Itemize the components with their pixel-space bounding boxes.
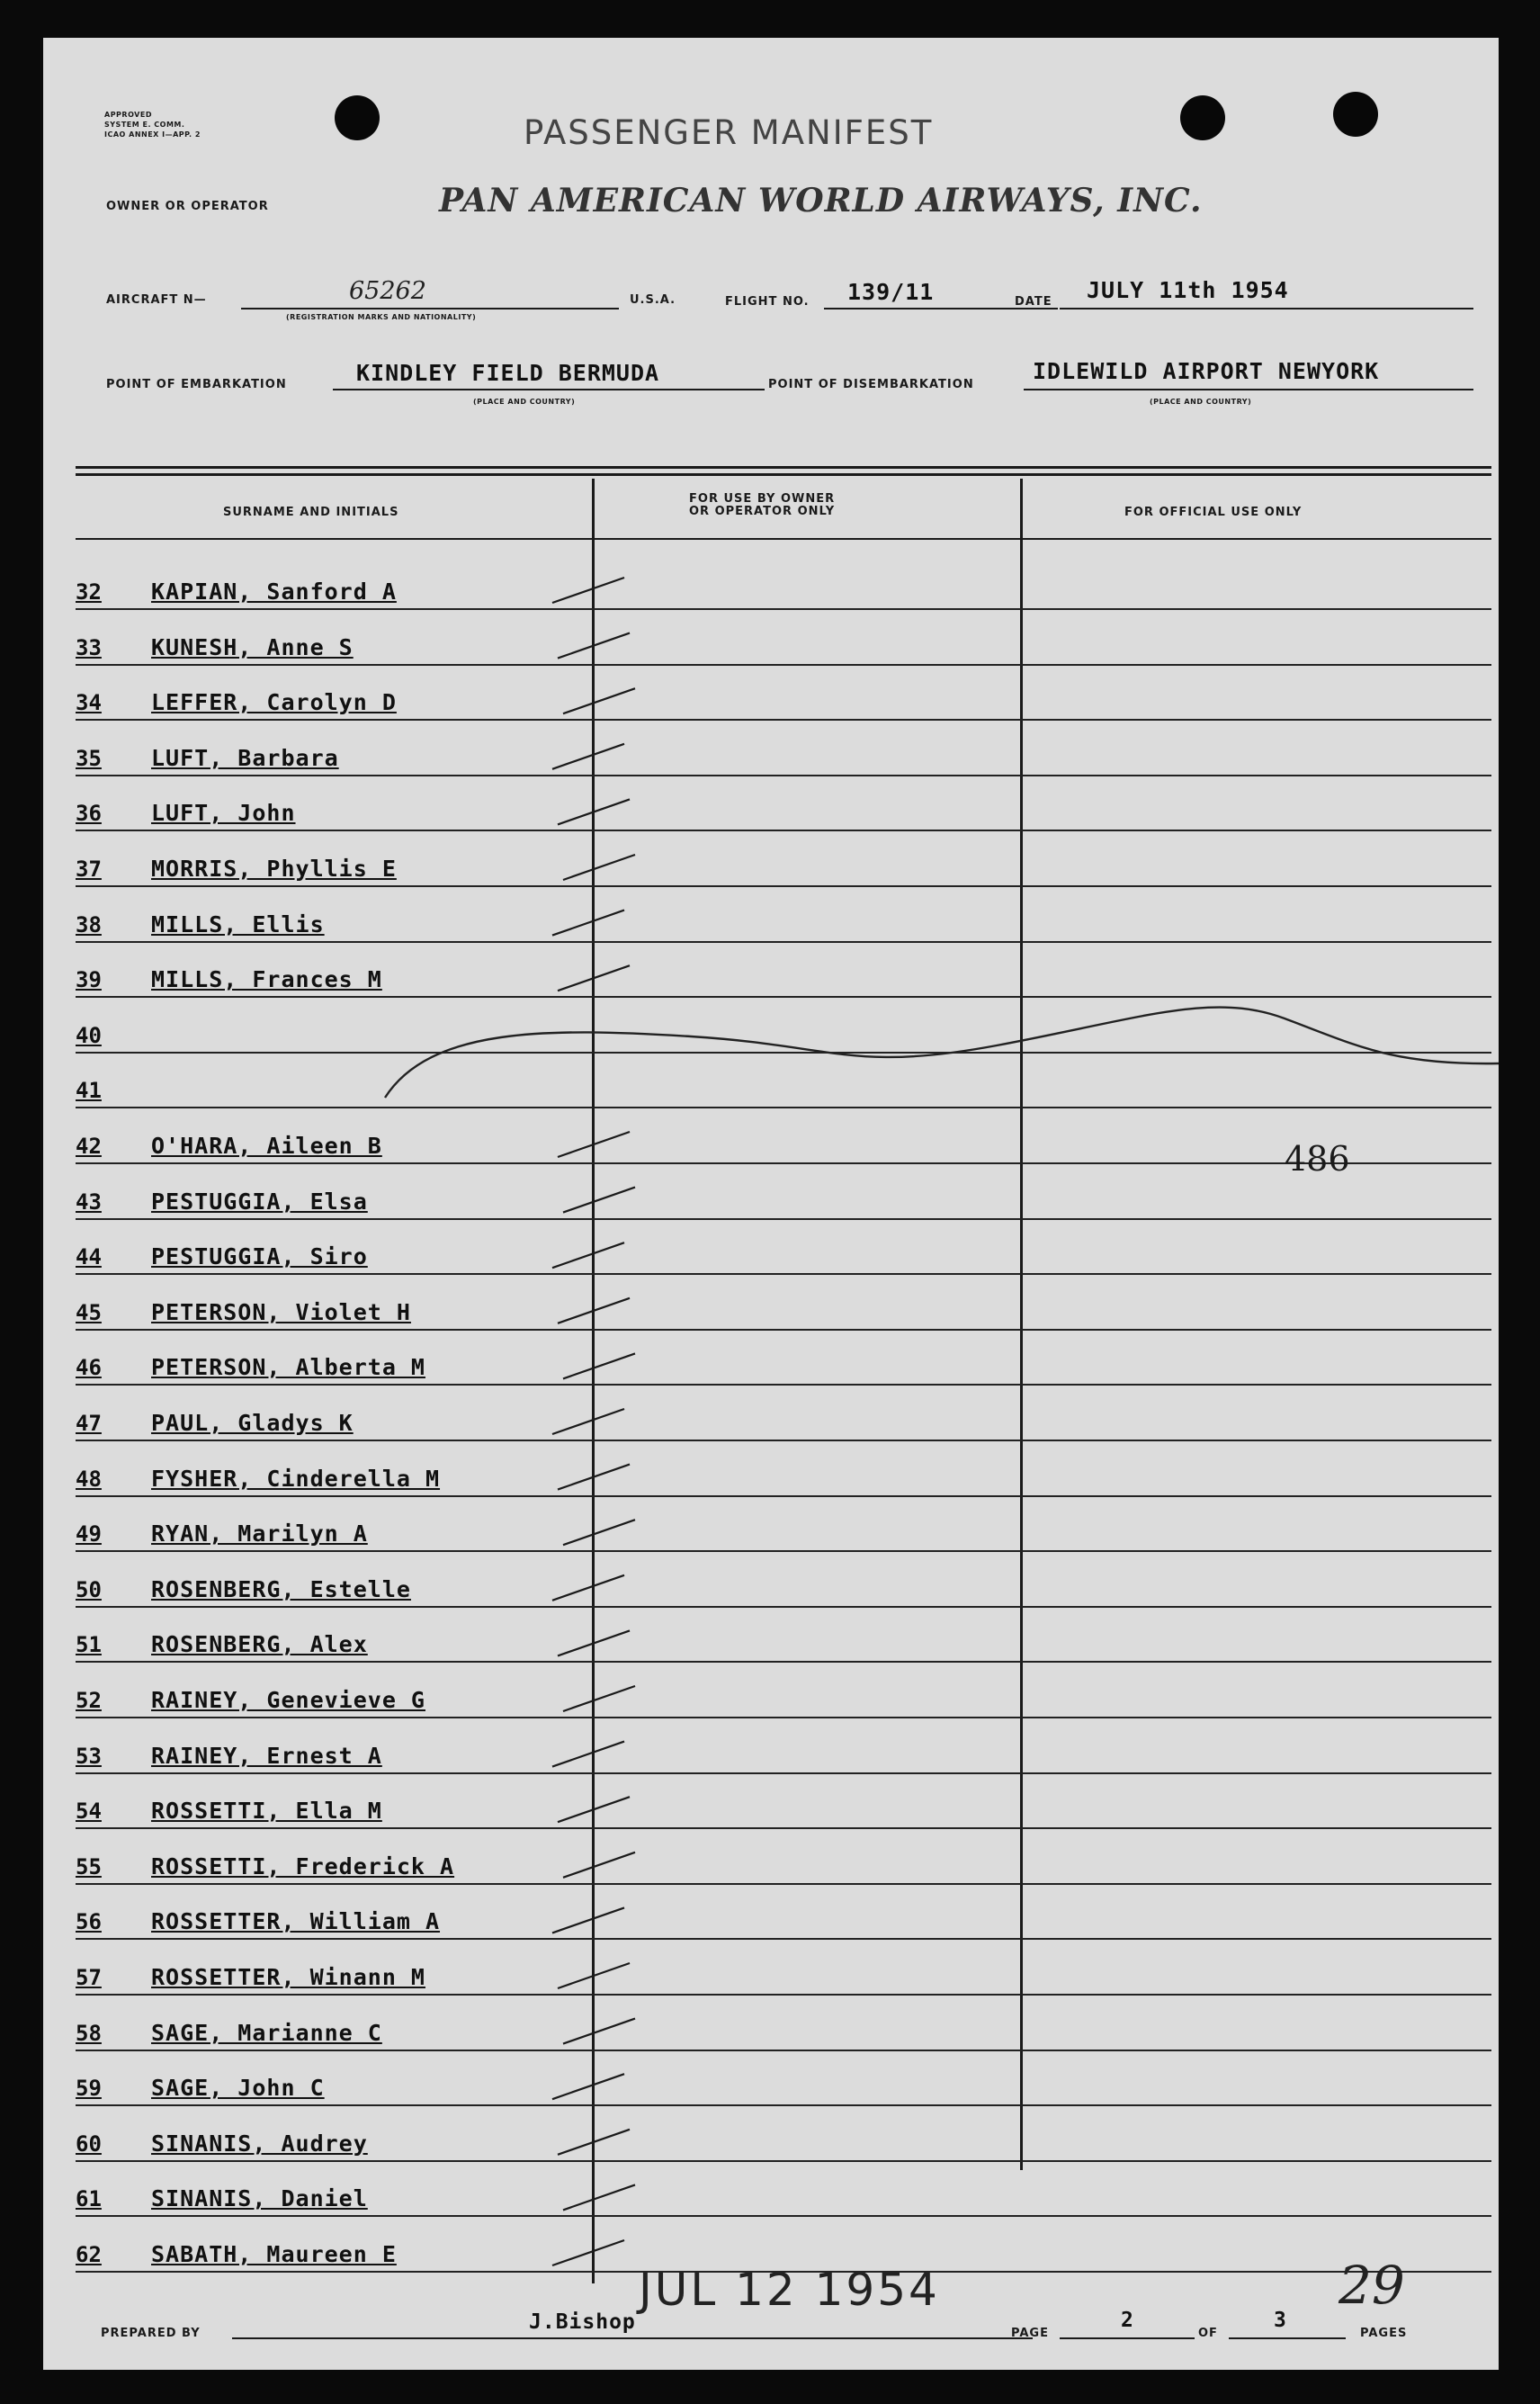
passenger-number: 35 bbox=[76, 745, 102, 771]
passenger-name: PETERSON, Alberta M bbox=[151, 1354, 425, 1381]
passenger-name: FYSHER, Cinderella M bbox=[151, 1465, 441, 1492]
embark-sub: (PLACE AND COUNTRY) bbox=[473, 398, 576, 406]
check-mark bbox=[563, 1852, 635, 1878]
passenger-number: 47 bbox=[76, 1411, 102, 1436]
passenger-number: 62 bbox=[76, 2242, 102, 2267]
passenger-number: 57 bbox=[76, 1965, 102, 1990]
check-mark bbox=[563, 855, 635, 880]
disembark-sub: (PLACE AND COUNTRY) bbox=[1150, 398, 1252, 406]
disembark-value: IDLEWILD AIRPORT NEWYORK bbox=[1033, 358, 1380, 384]
check-mark bbox=[558, 965, 630, 991]
flight-label: FLIGHT NO. bbox=[725, 295, 810, 309]
passenger-number: 52 bbox=[76, 1688, 102, 1713]
date-stamp: JUL 12 1954 bbox=[639, 2264, 940, 2316]
passenger-name: SAGE, Marianne C bbox=[151, 2019, 382, 2046]
check-mark bbox=[552, 1907, 624, 1933]
passenger-number: 32 bbox=[76, 579, 102, 605]
passenger-name: PETERSON, Violet H bbox=[151, 1298, 411, 1325]
check-mark bbox=[558, 1298, 630, 1323]
aircraft-value: 65262 bbox=[349, 277, 426, 305]
passenger-number: 50 bbox=[76, 1576, 102, 1602]
aircraft-sub: (REGISTRATION MARKS AND NATIONALITY) bbox=[286, 313, 477, 321]
passenger-name: LUFT, John bbox=[151, 800, 296, 827]
check-mark bbox=[552, 1409, 624, 1434]
check-mark bbox=[552, 1742, 624, 1767]
check-mark bbox=[552, 2074, 624, 2099]
passenger-number: 41 bbox=[76, 1078, 102, 1104]
manifest-sheet bbox=[43, 38, 1499, 2370]
passenger-number: 56 bbox=[76, 1909, 102, 1935]
passenger-name: O'HARA, Aileen B bbox=[151, 1133, 382, 1159]
of-value: 3 bbox=[1274, 2309, 1287, 2332]
passenger-number: 58 bbox=[76, 2020, 102, 2046]
passenger-name: ROSENBERG, Estelle bbox=[151, 1575, 411, 1602]
check-mark bbox=[558, 1797, 630, 1822]
page-title: PASSENGER MANIFEST bbox=[524, 113, 934, 152]
check-mark bbox=[558, 799, 630, 824]
passenger-name: ROSSETTI, Frederick A bbox=[151, 1852, 455, 1879]
passenger-number: 59 bbox=[76, 2076, 102, 2102]
passenger-name: PESTUGGIA, Siro bbox=[151, 1243, 368, 1270]
prepared-label: PREPARED BY bbox=[101, 2327, 201, 2340]
check-mark bbox=[563, 1353, 635, 1378]
passenger-number: 61 bbox=[76, 2186, 102, 2212]
check-mark bbox=[563, 1188, 635, 1213]
passenger-number: 34 bbox=[76, 690, 102, 716]
passenger-number: 37 bbox=[76, 857, 102, 882]
passenger-name: SINANIS, Daniel bbox=[151, 2185, 368, 2212]
check-mark bbox=[558, 1963, 630, 1988]
owner-label: OWNER OR OPERATOR bbox=[106, 200, 269, 213]
disembark-label: POINT OF DISEMBARKATION bbox=[768, 378, 974, 391]
check-mark bbox=[563, 2184, 635, 2210]
passenger-name: ROSSETTER, William A bbox=[151, 1908, 441, 1935]
col-official-header: FOR OFFICIAL USE ONLY bbox=[1124, 506, 1303, 519]
pages-label: PAGES bbox=[1360, 2327, 1408, 2340]
page-count-handwritten: 29 bbox=[1339, 2255, 1405, 2316]
passenger-name: LEFFER, Carolyn D bbox=[151, 689, 397, 716]
passenger-name: KUNESH, Anne S bbox=[151, 633, 354, 660]
passenger-number: 39 bbox=[76, 967, 102, 993]
aircraft-label: AIRCRAFT N— bbox=[106, 293, 207, 307]
passenger-number: 51 bbox=[76, 1632, 102, 1658]
passenger-name: MILLS, Frances M bbox=[151, 966, 382, 993]
passenger-name: PAUL, Gladys K bbox=[151, 1410, 354, 1436]
col-owner-header-line-2: OR OPERATOR ONLY bbox=[689, 505, 836, 518]
passenger-name: ROSSETTER, Winann M bbox=[151, 1964, 425, 1990]
passenger-number: 60 bbox=[76, 2130, 102, 2157]
handwriting-overlay bbox=[43, 38, 1499, 2370]
date-label: DATE bbox=[1015, 295, 1052, 309]
passenger-name: MILLS, Ellis bbox=[151, 910, 325, 937]
check-mark bbox=[558, 2130, 630, 2155]
passenger-name: SABATH, Maureen E bbox=[151, 2241, 397, 2267]
passenger-number: 44 bbox=[76, 1244, 102, 1270]
check-mark bbox=[558, 1132, 630, 1157]
passenger-number: 48 bbox=[76, 1466, 102, 1492]
passenger-name: KAPIAN, Sanford A bbox=[151, 579, 397, 605]
check-mark bbox=[563, 688, 635, 713]
approval-line-2: SYSTEM E. COMM. bbox=[104, 121, 185, 129]
passenger-number: 42 bbox=[76, 1134, 102, 1159]
passenger-number: 43 bbox=[76, 1189, 102, 1215]
of-rule bbox=[1229, 2337, 1346, 2339]
approval-line-3: ICAO ANNEX I—APP. 2 bbox=[104, 130, 201, 139]
passenger-number: 33 bbox=[76, 634, 102, 660]
passenger-number: 45 bbox=[76, 1299, 102, 1325]
passenger-number: 55 bbox=[76, 1853, 102, 1879]
passenger-name: SAGE, John C bbox=[151, 2075, 325, 2102]
passenger-name: RAINEY, Genevieve G bbox=[151, 1687, 425, 1713]
check-mark bbox=[552, 1575, 624, 1601]
check-mark bbox=[563, 1686, 635, 1711]
check-mark bbox=[558, 633, 630, 659]
passenger-number: 49 bbox=[76, 1521, 102, 1547]
check-mark bbox=[558, 1465, 630, 1490]
prepared-rule bbox=[232, 2337, 1033, 2339]
passenger-name: ROSSETTI, Ella M bbox=[151, 1798, 382, 1825]
embark-label: POINT OF EMBARKATION bbox=[106, 378, 287, 391]
col-owner-header-line-1: FOR USE BY OWNER bbox=[689, 492, 836, 506]
passenger-number: 54 bbox=[76, 1799, 102, 1825]
passenger-name: SINANIS, Audrey bbox=[151, 2130, 368, 2157]
official-note: 486 bbox=[1285, 1139, 1350, 1179]
of-label: OF bbox=[1198, 2327, 1218, 2340]
check-mark bbox=[558, 1630, 630, 1655]
passenger-number: 53 bbox=[76, 1743, 102, 1769]
check-mark bbox=[563, 2019, 635, 2044]
passenger-name: MORRIS, Phyllis E bbox=[151, 856, 397, 882]
passenger-number: 40 bbox=[76, 1022, 102, 1048]
approval-line-1: APPROVED bbox=[104, 111, 152, 119]
check-mark bbox=[563, 1520, 635, 1545]
passenger-name: LUFT, Barbara bbox=[151, 744, 339, 771]
passenger-number: 38 bbox=[76, 911, 102, 937]
owner-value: PAN AMERICAN WORLD AIRWAYS, INC. bbox=[439, 182, 1203, 220]
passenger-name: RAINEY, Ernest A bbox=[151, 1742, 382, 1769]
page-label: PAGE bbox=[1011, 2327, 1049, 2340]
check-mark bbox=[552, 910, 624, 936]
prepared-value: J.Bishop bbox=[529, 2310, 636, 2334]
date-value: JULY 11th 1954 bbox=[1087, 277, 1289, 303]
col-surname-header: SURNAME AND INITIALS bbox=[223, 506, 399, 519]
check-mark bbox=[552, 2240, 624, 2265]
page-value: 2 bbox=[1121, 2309, 1134, 2332]
page-rule bbox=[1060, 2337, 1195, 2339]
passenger-name: PESTUGGIA, Elsa bbox=[151, 1188, 368, 1215]
check-mark bbox=[552, 744, 624, 769]
passenger-number: 46 bbox=[76, 1355, 102, 1381]
check-mark bbox=[552, 578, 624, 603]
passenger-name: ROSENBERG, Alex bbox=[151, 1631, 368, 1658]
flight-value: 139/11 bbox=[847, 279, 935, 305]
embark-value: KINDLEY FIELD BERMUDA bbox=[356, 360, 660, 386]
passenger-name: RYAN, Marilyn A bbox=[151, 1520, 368, 1547]
void-line bbox=[385, 1008, 1499, 1098]
passenger-number: 36 bbox=[76, 801, 102, 827]
country-label: U.S.A. bbox=[630, 293, 676, 307]
check-mark bbox=[552, 1242, 624, 1268]
